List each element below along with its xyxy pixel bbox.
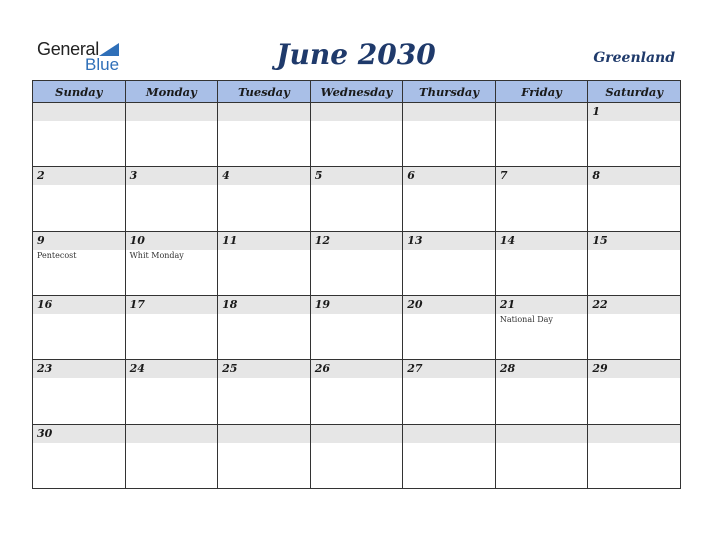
- day-number: 11: [222, 233, 238, 247]
- day-cell: [588, 231, 681, 295]
- day-number-bar: [403, 103, 495, 121]
- day-cell: [588, 295, 681, 359]
- day-number: 10: [129, 233, 145, 247]
- day-cell: [310, 295, 403, 359]
- day-number: 27: [407, 362, 423, 376]
- day-cell: [310, 231, 403, 295]
- calendar-title: June 2030: [276, 38, 436, 71]
- day-number-bar: [403, 167, 495, 185]
- week-row: [33, 103, 681, 167]
- day-number: 14: [499, 233, 516, 247]
- day-number: 17: [129, 297, 145, 311]
- day-cell: [310, 424, 403, 488]
- day-cell: [495, 360, 588, 424]
- day-number: 18: [222, 297, 238, 311]
- day-cell: [218, 424, 311, 488]
- day-cell: [310, 167, 403, 231]
- calendar-body: [33, 103, 681, 489]
- day-cell: [495, 103, 588, 167]
- day-number: 19: [314, 297, 330, 311]
- day-number: 20: [407, 297, 423, 311]
- day-number: 26: [314, 362, 330, 376]
- day-number-bar: [311, 425, 403, 443]
- day-cell: [495, 295, 588, 359]
- day-number-bar: [588, 167, 680, 185]
- day-number: 1: [592, 105, 601, 118]
- day-cell: [218, 295, 311, 359]
- holiday-label: Whit Monday: [129, 250, 184, 260]
- day-cell: [125, 424, 218, 488]
- day-cell: [403, 103, 496, 167]
- day-cell: [125, 167, 218, 231]
- day-number-bar: [218, 425, 310, 443]
- week-row: [33, 231, 681, 295]
- day-cell: [218, 103, 311, 167]
- logo-text-general: General: [37, 39, 99, 59]
- day-number-bar: [218, 103, 310, 121]
- day-number: 24: [129, 362, 145, 376]
- country-label: Greenland: [593, 50, 675, 66]
- day-cell: [33, 231, 126, 295]
- day-number: 30: [37, 426, 53, 440]
- day-cell: [403, 167, 496, 231]
- weekday-header: Friday: [495, 81, 588, 103]
- day-cell: [33, 103, 126, 167]
- day-cell: [403, 231, 496, 295]
- day-number: 28: [499, 362, 516, 376]
- day-cell: [588, 167, 681, 231]
- day-cell: [495, 424, 588, 488]
- day-cell: [310, 360, 403, 424]
- day-number: 13: [407, 233, 423, 247]
- day-number: 21: [499, 297, 516, 311]
- day-cell: [218, 167, 311, 231]
- day-cell: [403, 424, 496, 488]
- day-cell: [33, 295, 126, 359]
- day-cell: [588, 424, 681, 488]
- weekday-header: Monday: [125, 81, 218, 103]
- weekday-header: Tuesday: [218, 81, 311, 103]
- holiday-label: National Day: [499, 314, 553, 324]
- week-row: [33, 295, 681, 359]
- day-number-bar: [33, 232, 125, 250]
- week-row: [33, 167, 681, 231]
- weekday-header-row: [33, 81, 681, 103]
- day-cell: [218, 360, 311, 424]
- day-cell: [403, 295, 496, 359]
- day-number-bar: [126, 425, 218, 443]
- day-number: 23: [37, 362, 53, 376]
- day-number: 16: [37, 297, 53, 311]
- day-number-bar: [588, 425, 680, 443]
- day-cell: [33, 424, 126, 488]
- logo-text-blue: Blue: [85, 55, 120, 74]
- day-number: 9: [37, 233, 45, 247]
- day-cell: [588, 360, 681, 424]
- day-number-bar: [496, 425, 588, 443]
- day-number-bar: [496, 167, 588, 185]
- day-number-bar: [126, 103, 218, 121]
- day-cell: [495, 167, 588, 231]
- day-cell: [125, 103, 218, 167]
- day-number-bar: [33, 167, 125, 185]
- day-number: 12: [314, 233, 330, 247]
- day-cell: [33, 167, 126, 231]
- day-number: 2: [37, 169, 45, 183]
- day-cell: [218, 231, 311, 295]
- day-number: 25: [222, 362, 238, 376]
- holiday-label: Pentecost: [37, 250, 77, 260]
- weekday-header: Sunday: [33, 81, 126, 103]
- day-number-bar: [311, 167, 403, 185]
- day-number: 7: [499, 169, 508, 183]
- day-number: 4: [222, 169, 230, 183]
- day-cell: [310, 103, 403, 167]
- day-number: 22: [592, 297, 608, 311]
- week-row: [33, 424, 681, 488]
- day-number: 29: [592, 362, 608, 376]
- day-number-bar: [403, 425, 495, 443]
- day-cell: [125, 231, 218, 295]
- day-cell: [125, 360, 218, 424]
- day-number-bar: [126, 167, 218, 185]
- day-cell: [33, 360, 126, 424]
- day-cell: [495, 231, 588, 295]
- weekday-header: Thursday: [403, 81, 496, 103]
- weekday-header: Saturday: [588, 81, 681, 103]
- day-cell: [588, 103, 681, 167]
- weekday-header: Wednesday: [310, 81, 403, 103]
- week-row: [33, 360, 681, 424]
- day-number: 8: [592, 169, 601, 183]
- day-number-bar: [33, 103, 125, 121]
- day-number: 15: [592, 233, 608, 247]
- day-cell: [125, 295, 218, 359]
- day-number-bar: [218, 167, 310, 185]
- day-number: 6: [407, 169, 415, 183]
- day-cell: [403, 360, 496, 424]
- day-number: 3: [129, 169, 138, 183]
- day-number-bar: [588, 103, 680, 121]
- day-number-bar: [311, 103, 403, 121]
- calendar-grid: [32, 80, 681, 489]
- day-number-bar: [496, 103, 588, 121]
- day-number: 5: [314, 169, 323, 183]
